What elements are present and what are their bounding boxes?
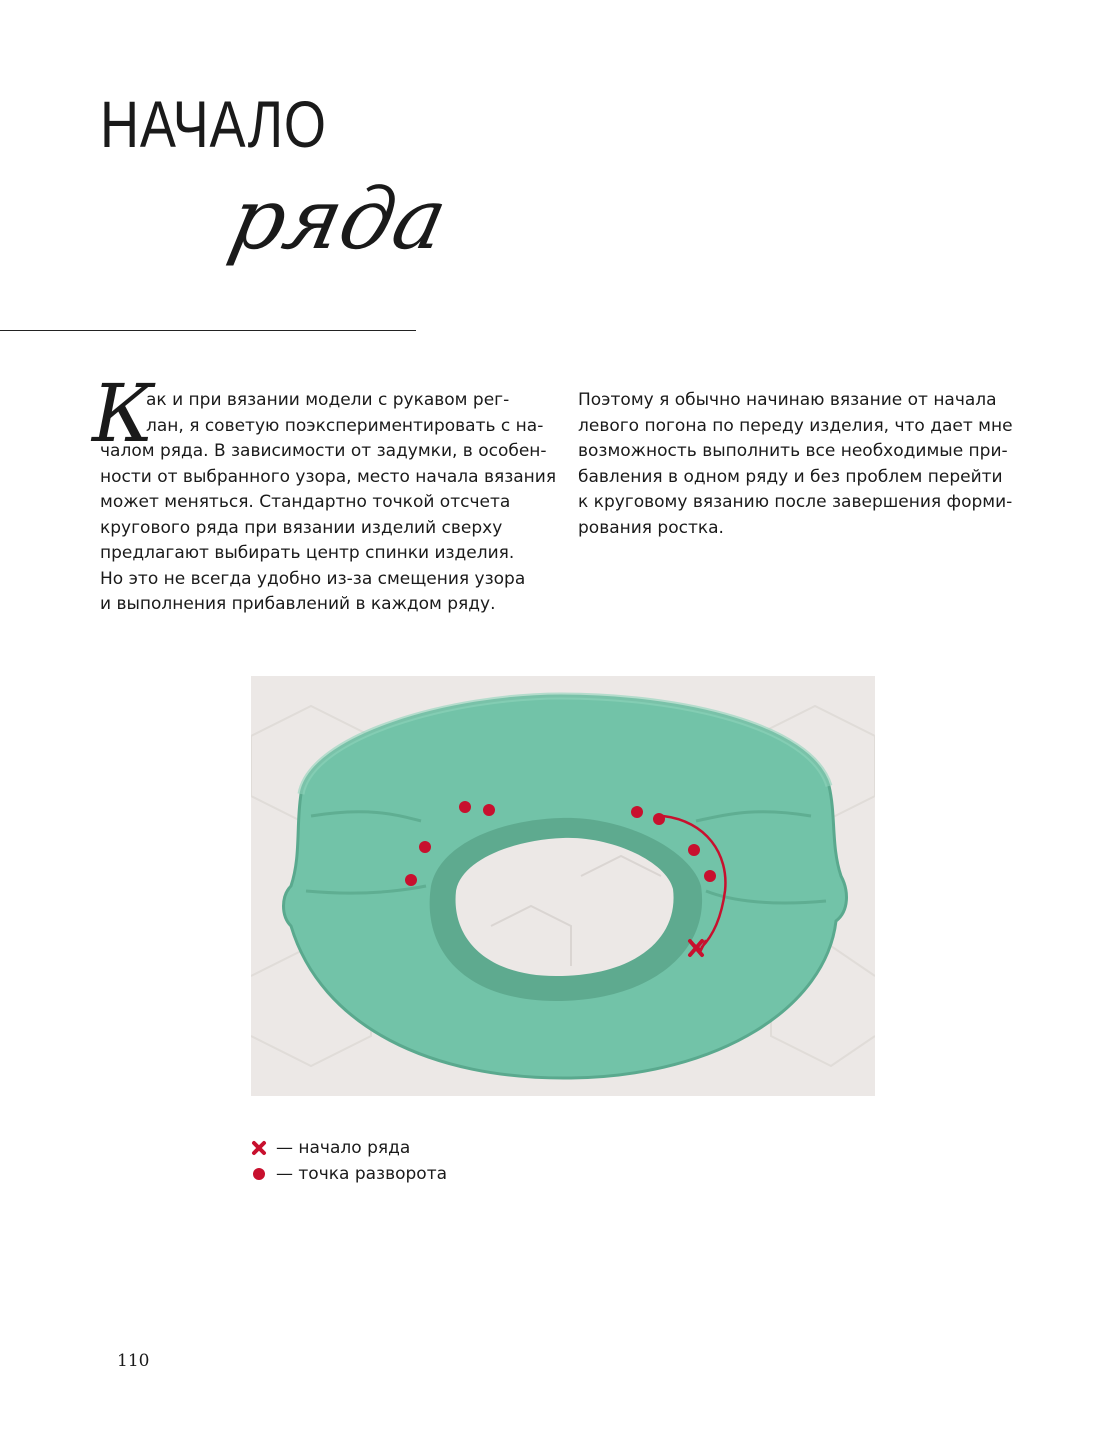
drop-cap: К xyxy=(92,367,154,460)
x-mark-icon xyxy=(248,1140,270,1156)
text-line: предлагают выбирать центр спинки изделия. xyxy=(100,543,515,563)
text-line: может меняться. Стандартно точкой отсчета xyxy=(100,492,511,512)
title-main: НАЧАЛО xyxy=(100,87,327,161)
legend-label: — начало ряда xyxy=(276,1138,411,1158)
text-line: возможность выполнить все необходимые при- xyxy=(578,441,1008,461)
turn-point-dot xyxy=(419,841,431,853)
dot-icon xyxy=(248,1166,270,1182)
text-line: лан, я советую поэкспериментировать с на- xyxy=(146,415,544,436)
legend-row-turn xyxy=(248,1161,447,1187)
text-line: ности от выбранного узора, место начала вязания xyxy=(100,466,557,487)
knitted-yoke-photo xyxy=(251,676,875,1096)
text-line: и выполнения прибавлений в каждом ряду. xyxy=(100,594,496,614)
text-line: ак и при вязании модели с рукавом рег- xyxy=(146,390,510,410)
text-line: рования ростка. xyxy=(578,517,724,538)
turn-point-dot xyxy=(483,804,495,816)
text-line: кругового ряда при вязании изделий сверху xyxy=(100,517,503,538)
turn-point-dot xyxy=(688,844,700,856)
legend-row-start xyxy=(248,1135,447,1161)
legend xyxy=(248,1135,447,1187)
turn-point-dot xyxy=(704,870,716,882)
title-script: ряда xyxy=(221,170,456,268)
text-line: Но это не всегда удобно из-за смещения узора xyxy=(100,568,526,589)
left-column xyxy=(92,367,557,618)
turn-point-dot xyxy=(405,874,417,886)
text-line: к круговому вязанию после завершения форми- xyxy=(578,492,1013,512)
title-divider xyxy=(0,330,416,331)
right-column xyxy=(578,388,1030,541)
text-line: бавления в одном ряду и без проблем перейти xyxy=(578,466,1003,487)
page-number: 110 xyxy=(117,1351,150,1371)
text-line: чалом ряда. В зависимости от задумки, в особен- xyxy=(100,441,547,461)
turn-point-dot xyxy=(631,806,643,818)
turn-point-dot xyxy=(459,801,471,813)
text-line: Поэтому я обычно начинаю вязание от начала xyxy=(578,390,997,410)
legend-label: — точка разворота xyxy=(276,1164,448,1184)
text-line: левого погона по переду изделия, что дает мне xyxy=(578,415,1013,436)
